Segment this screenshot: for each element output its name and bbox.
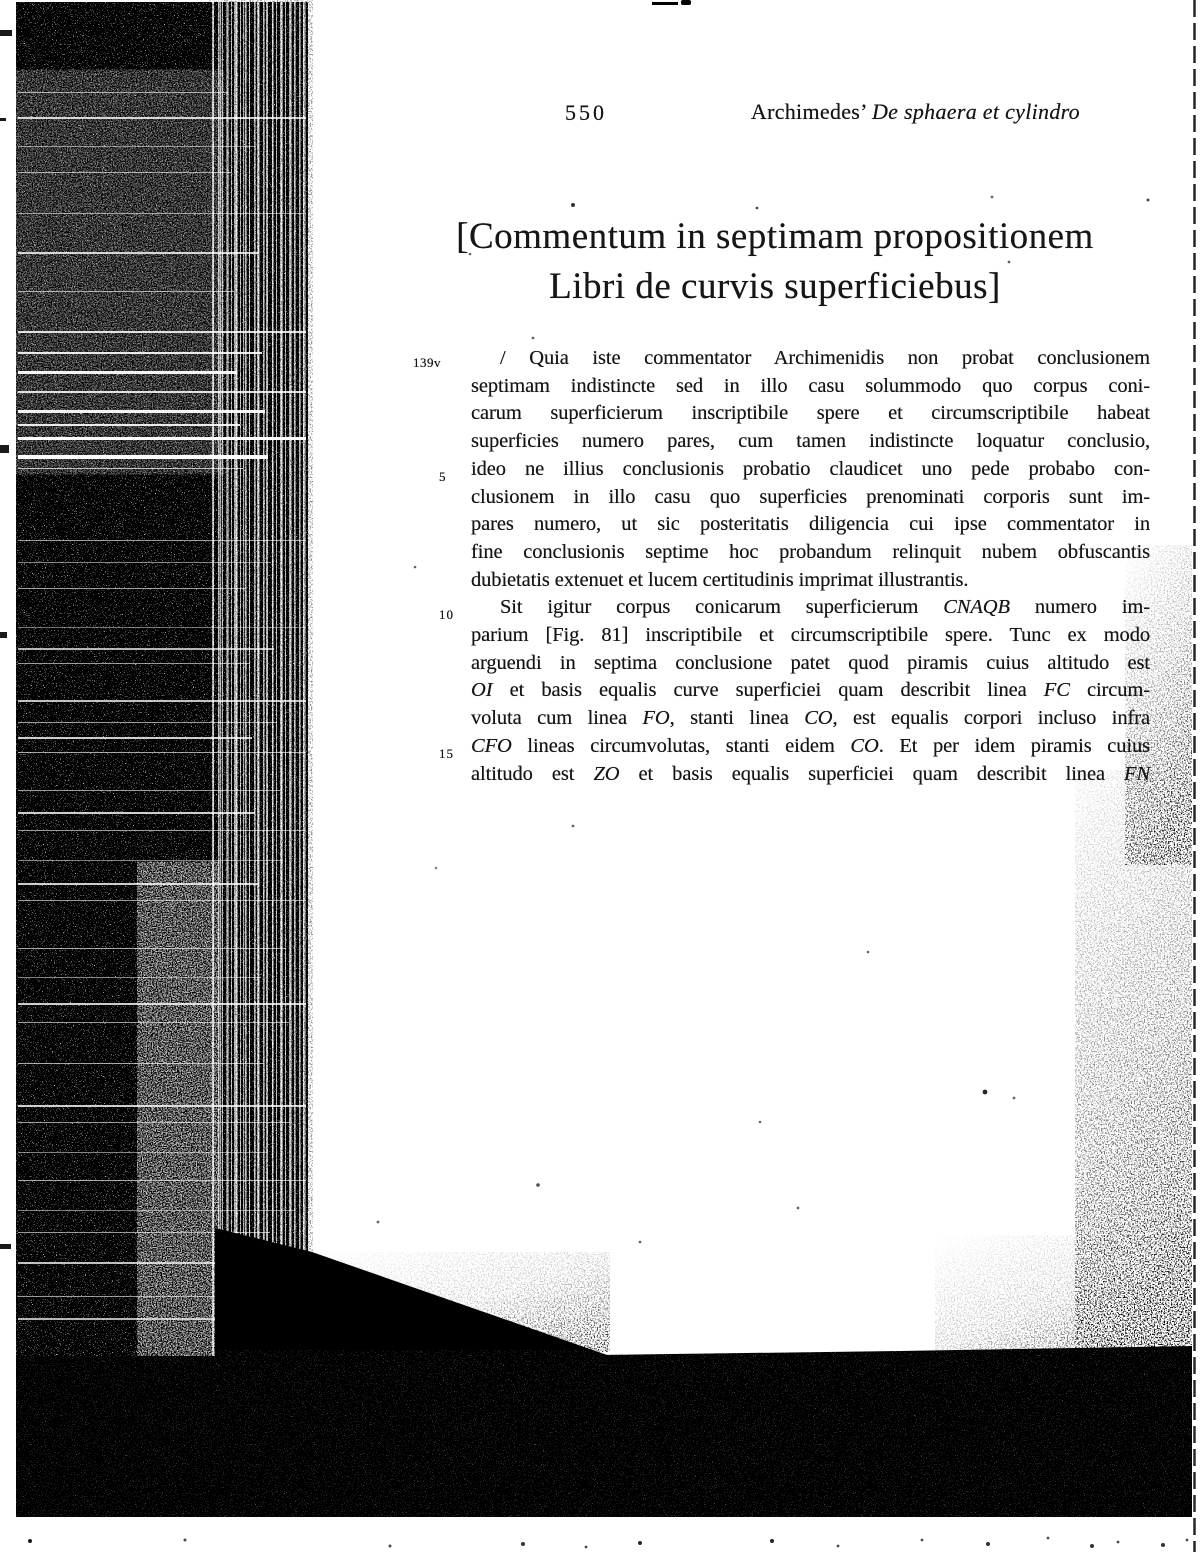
geometry-letter: CO [804, 707, 833, 730]
body-segment: pares numero, ut sic posteritatis diligencia cui ipse commentator in [471, 513, 1150, 536]
section-title-line1: [Commentum in septimam propositionem [456, 216, 1094, 257]
geometry-letter: OI [471, 679, 493, 702]
body-segment: arguendi in septima conclusione patet quod piramis cuius altitudo est [471, 651, 1150, 674]
body-segment: , est equalis corpori incluso infra [832, 707, 1150, 730]
body-segment: voluta cum linea [471, 707, 643, 730]
geometry-letter: FN [1124, 762, 1151, 785]
body-segment: parium [Fig. 81] inscriptibile et circumscriptibile spere. Tunc ex modo [471, 624, 1150, 647]
running-title-roman: Archimedes’ [750, 99, 872, 124]
body-segment: clusionem in illo casu quo superficies prenominati corporis sunt im- [471, 485, 1150, 508]
body-line [471, 511, 1150, 539]
body-segment: dubietatis extenuet et lucem certitudinis imprimat illustrantis. [471, 568, 969, 591]
body-line [439, 594, 1150, 623]
body-line [471, 373, 1150, 401]
body-line [471, 622, 1150, 650]
body-segment: circum- [1069, 679, 1150, 702]
body-segment: / Quia iste commentator Archimenidis non probat conclusionem [500, 347, 1150, 369]
geometry-letter: CNAQB [943, 596, 1010, 619]
section-title [430, 212, 1120, 312]
body-segment: Sit igitur corpus conicarum superficierum [500, 596, 944, 619]
page-number: 550 [565, 100, 607, 125]
body-line [471, 567, 1150, 595]
body-segment: superficies numero pares, cum tamen indistincte loquatur conclusio, [471, 430, 1150, 453]
body-segment: . Et per idem piramis cuius [878, 734, 1151, 757]
body-segment: numero im- [1009, 596, 1150, 619]
running-title-italic: De sphaera et cylindro [871, 99, 1080, 124]
body-line [413, 345, 1150, 373]
body-line [439, 456, 1150, 484]
body-line [439, 733, 1151, 761]
body-segment: lineas circumvolutas, stanti eidem [511, 734, 851, 757]
geometry-letter: FO [642, 707, 670, 730]
body-segment: et basis equalis superficiei quam describit linea [619, 762, 1125, 785]
body-line [471, 705, 1150, 733]
geometry-letter: ZO [593, 762, 620, 785]
body-line [471, 400, 1150, 428]
geometry-letter: CFO [471, 734, 512, 757]
folio-marker: 139v [413, 355, 441, 370]
body-line [471, 484, 1150, 512]
edge-ticks [0, 30, 12, 1249]
running-title [751, 99, 1080, 125]
body-segment: ideo ne illius conclusionis probatio claudicet uno pede probabo con- [471, 457, 1150, 480]
body-segment: , stanti linea [669, 707, 805, 730]
top-dash-mark [652, 2, 678, 5]
geometry-letter: FC [1043, 679, 1070, 702]
body-line [471, 650, 1150, 678]
body-segment: carum superficierum inscriptibile spere et circumscriptibile habeat [471, 402, 1150, 425]
body-segment: altitudo est [471, 762, 594, 785]
geometry-letter: CO [850, 734, 879, 757]
line-number: 10 [439, 607, 454, 623]
body-line [471, 677, 1150, 705]
body-segment: fine conclusionis septime hoc probandum relinquit nubem obfuscantis [471, 540, 1150, 563]
body-line [471, 539, 1150, 567]
section-title-line2: Libri de curvis superficiebus] [549, 266, 1001, 307]
line-number: 5 [439, 468, 447, 484]
body-line [471, 428, 1150, 456]
body-text [413, 345, 1151, 788]
body-segment: septimam indistincte sed in illo casu solummodo quo corpus coni- [471, 374, 1150, 397]
line-number: 15 [439, 745, 454, 761]
body-line [471, 761, 1150, 789]
body-segment: et basis equalis curve superficiei quam describit linea [492, 679, 1044, 702]
